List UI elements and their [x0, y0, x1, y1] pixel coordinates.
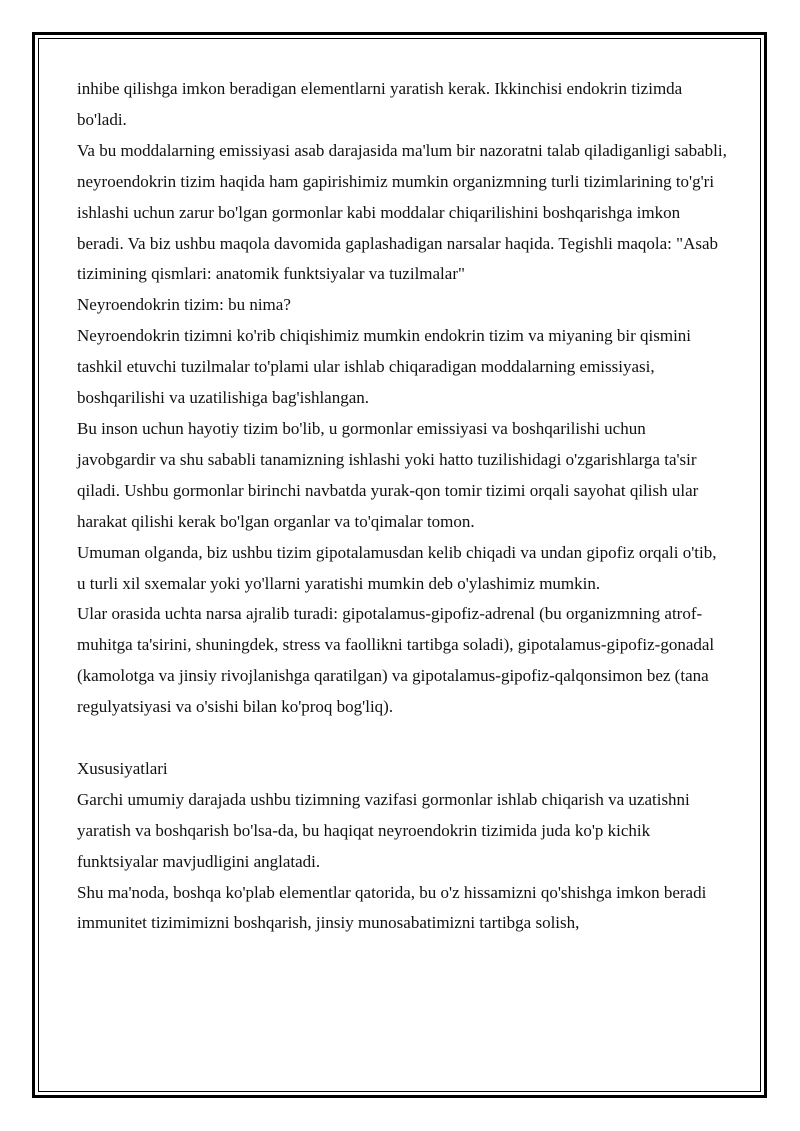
- paragraph-7: Garchi umumiy darajada ushbu tizimning vazifasi gormonlar ishlab chiqarish va uzatishni yaratish va boshqarish bo'lsa-da, bu haqiqat neyroendokrin tizimida juda ko'p kichik funktsiyalar mavjudligini anglatadi.: [77, 789, 690, 871]
- section-heading-neyroendokrin: Neyroendokrin tizim: bu nima?: [77, 295, 291, 315]
- paragraph-5: Umuman olganda, biz ushbu tizim gipotalamusdan kelib chiqadi va undan gipofiz orqali o'tib, u turli xil sxemalar yoki yo'llarni yaratishi mumkin deb o'ylashimiz mumkin.: [77, 542, 717, 593]
- paragraph-2: Va bu moddalarning emissiyasi asab darajasida ma'lum bir nazoratni talab qiladiganligi sababli, neyroendokrin tizim haqida ham gapirishimiz mumkin organizmning turli tizimlarining to'g'ri ishlashi uchun zarur bo'lgan gormonlar kabi moddalar chiqarilishini boshqarishga imkon beradi. Va biz ushbu maqola davomida gaplashadigan narsalar haqida. Tegishli maqola: "Asab tizimining qismlari: anatomik funktsiyalar va tuzilmalar": [77, 140, 727, 284]
- paragraph-4: Bu inson uchun hayotiy tizim bo'lib, u gormonlar emissiyasi va boshqarilishi uchun javobgardir va shu sababli tanamizning ishlashi yoki hatto tuzilishidagi o'zgarishlarga ta'sir qiladi. Ushbu gormonlar birinchi navbatda yurak-qon tomir tizimi orqali sayohat qilish ular harakat qilishi kerak bo'lgan organlar va to'qimalar tomon.: [77, 418, 699, 531]
- blank-line: [77, 723, 727, 754]
- paragraph-3: Neyroendokrin tizimni ko'rib chiqishimiz mumkin endokrin tizim va miyaning bir qismini tashkil etuvchi tuzilmalar to'plami ular ishlab chiqaradigan moddalarning emissiyasi, boshqarilishi va uzatilishiga bag'ishlangan.: [77, 326, 692, 408]
- paragraph-1: inhibe qilishga imkon beradigan elementlarni yaratish kerak. Ikkinchisi endokrin tizimda bo'ladi.: [77, 79, 683, 129]
- document-body: [77, 74, 727, 939]
- paragraph-6: Ular orasida uchta narsa ajralib turadi: gipotalamus-gipofiz-adrenal (bu organizmning atrof-muhitga ta'sirini, shuningdek, stress va faollikni tartibga soladi), gipotalamus-gipofiz-gonadal (kamolotga va jinsiy rivojlanishga qaratilgan) va gipotalamus-gipofiz-qalqonsimon bez (tana regulyatsiyasi va o'sishi bilan ko'proq bog'liq).: [77, 604, 715, 717]
- paragraph-8: Shu ma'noda, boshqa ko'plab elementlar qatorida, bu o'z hissamizni qo'shishga imkon beradi immunitet tizimimizni boshqarish, jinsiy munosabatimizni tartibga solish,: [77, 882, 707, 933]
- section-heading-xususiyatlari: Xususiyatlari: [77, 758, 168, 778]
